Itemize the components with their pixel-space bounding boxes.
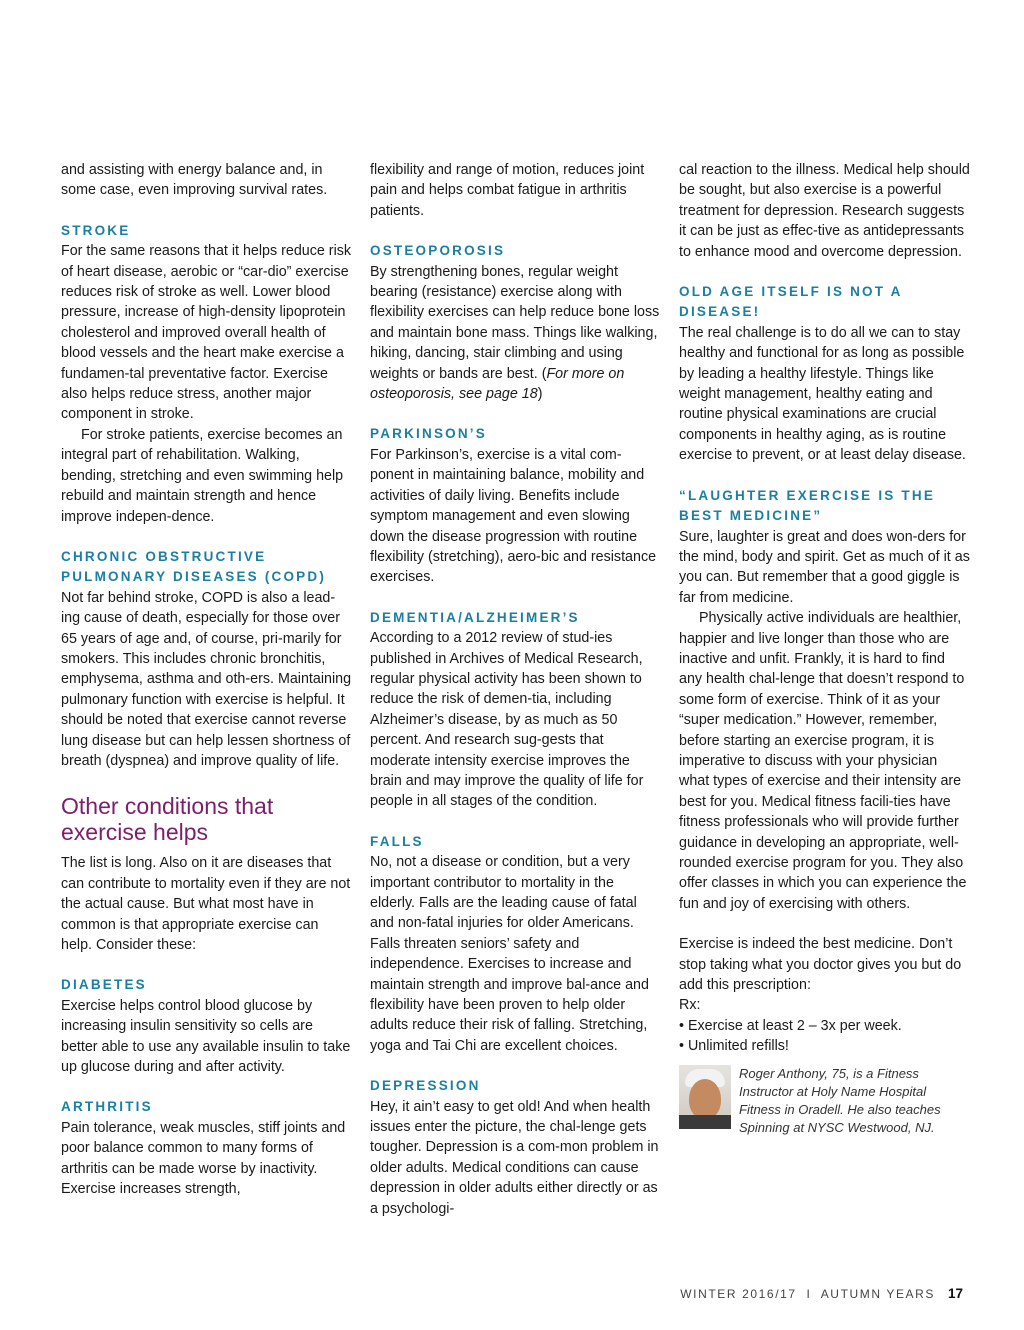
page-number: 17 xyxy=(947,1286,963,1301)
laughter-heading: “LAUGHTER EXERCISE IS THE BEST MEDICINE” xyxy=(679,487,936,524)
footer-separator: I xyxy=(806,1287,812,1301)
laughter-paragraph-2: Physically active individuals are healthier, happier and live longer than those who are inactive and unfit. Frankly, it is hard to find any health chal-lenge that doesn’t respond to some form of exercise. Think of it as your “super medication.” However, remember, before starting an exercise program, it is imperative to discuss with your physician what types of exercise and their intensity are best for you. Medical fitness facili-ties have fitness professionals who will provide further guidance in developing an appropriate, well-rounded exercise program for you. They also offer classes in which you can experience the fun and joy of exercising with others. xyxy=(679,610,967,912)
rx-label: Rx: xyxy=(679,997,701,1014)
col3-intro: cal reaction to the illness. Medical help should be sought, but also exercise is a powerful treatment for depression. Research suggests it can be just as effec-tive as antidepressants to enhance mood and overcome depression. xyxy=(679,162,970,260)
osteoporosis-ref-close: ) xyxy=(537,386,543,403)
page-footer xyxy=(680,1286,963,1301)
falls-heading: FALLS xyxy=(370,833,424,849)
depression-paragraph: Hey, it ain’t easy to get old! And when health issues enter the picture, the chal-lenge gets tougher. Depression is a com-mon problem in older adults. Medical conditions can cause depression in older adults either directly or as a psychologi- xyxy=(370,1098,659,1217)
falls-paragraph: No, not a disease or condition, but a very important contributor to mortality in the elderly. Falls are the leading cause of fatal and non-fatal injuries for older Americans. Falls threaten seniors’ safety and independence. Exercises to increase and maintain strength and improve bal-ance and flexibility have been proven to help older adults reduce their risk of falling. Stretching, yoga and Tai Chi are excellent choices. xyxy=(370,854,649,1054)
author-bio xyxy=(679,1065,971,1137)
col2-intro: flexibility and range of motion, reduces joint pain and helps combat fatigue in arthritis patients. xyxy=(370,162,645,219)
dementia-paragraph: According to a 2012 review of stud-ies published in Archives of Medical Research, regular physical activity has been shown to reduce the risk of demen-tia, including Alzheimer’s disease, by as much as 50 percent. And research sug-gests that moderate intensity exercise improves the brain and may improve the quality of life for people in all stages of the condition. xyxy=(370,630,644,810)
author-bio-text: Roger Anthony, 75, is a Fitness Instructor at Holy Name Hospital Fitness in Oradell. He also teaches Spinning at NYSC Westwood, NJ. xyxy=(739,1065,941,1135)
section-intro: The list is long. Also on it are diseases that can contribute to mortality even if they are not the actual cause. But what most have in common is that appropriate exercise can help. Consider these: xyxy=(61,855,351,953)
col1-intro: and assisting with energy balance and, in some case, even improving survival rates. xyxy=(61,162,328,199)
column-2 xyxy=(370,160,662,1219)
diabetes-heading: DIABETES xyxy=(61,977,147,993)
osteoporosis-page-ref: For more on osteoporosis, see page 18 xyxy=(370,365,625,403)
rx-item: • Exercise at least 2 – 3x per week. xyxy=(679,1017,902,1034)
closing-paragraph: Exercise is indeed the best medicine. Don’t stop taking what you doctor gives you but do add this prescription: xyxy=(679,936,962,994)
dementia-heading: DEMENTIA/ALZHEIMER’S xyxy=(370,609,580,625)
footer-issue: WINTER 2016/17 xyxy=(680,1287,797,1301)
author-photo xyxy=(679,1065,731,1129)
diabetes-paragraph: Exercise helps control blood glucose by increasing insulin sensitivity so cells are better able to use any available insulin to take up glucose during and after activity. xyxy=(61,997,351,1076)
arthritis-heading: ARTHRITIS xyxy=(61,1099,153,1115)
parkinsons-paragraph: For Parkinson’s, exercise is a vital com-ponent in maintaining balance, mobility and activities of daily living. Benefits include symptom management and even slowing down the disease progression with routine flexibility (stretching), aero-bic and resistance exercises. xyxy=(370,446,657,586)
laughter-paragraph-1: Sure, laughter is great and does won-ders for the mind, body and spirit. Get as much of it as you can. But remember that a good giggle is far from medicine. xyxy=(679,528,970,606)
copd-paragraph: Not far behind stroke, COPD is also a lead-ing cause of death, especially for those over 65 years of age and, of course, pri-marily for smokers. This includes chronic bronchitis, emphysema, asthma and oth-ers. Maintaining pulmonary function with exercise is helpful. It should be noted that exercise cannot reverse lung disease but can help lessen shortness of breath (dyspnea) and improve quality of life. xyxy=(61,589,352,769)
old-age-paragraph: The real challenge is to do all we can to stay healthy and functional for as long as possible by leading a healthy lifestyle. Things like weight management, healthy eating and routine physical examinations are crucial components in healthy aging, as is routine exercise to prevent, or at least delay disease. xyxy=(679,324,966,464)
osteoporosis-ref-open: ( xyxy=(541,365,547,382)
column-3 xyxy=(679,160,971,1137)
old-age-heading: OLD AGE ITSELF IS NOT A DISEASE! xyxy=(679,284,903,320)
rx-item: • Unlimited refills! xyxy=(679,1038,789,1055)
stroke-paragraph-2: For stroke patients, exercise becomes an integral part of rehabilitation. Walking, bending, stretching and even swimming help rebuild and maintain strength and hence improve indepen-dence. xyxy=(61,426,344,525)
arthritis-paragraph: Pain tolerance, weak muscles, stiff joints and poor balance common to many forms of arthritis can be made worse by inactivity. Exercise increases strength, xyxy=(61,1119,346,1198)
copd-heading: CHRONIC OBSTRUCTIVE PULMONARY DISEASES (COPD) xyxy=(61,548,327,585)
depression-heading: DEPRESSION xyxy=(370,1078,481,1094)
parkinsons-heading: PARKINSON’S xyxy=(370,426,487,442)
footer-publication: AUTUMN YEARS xyxy=(820,1287,936,1301)
osteoporosis-text: By strengthening bones, regular weight bearing (resistance) exercise along with flexibility exercises can help reduce bone loss and maintain bone mass. Things like walking, hiking, dancing, stair climbing and using weights or bands are best. xyxy=(370,263,660,382)
osteoporosis-heading: OSTEOPOROSIS xyxy=(370,243,506,259)
section-title: Other conditions that exercise helps xyxy=(61,793,274,846)
column-1 xyxy=(61,160,353,1199)
osteoporosis-paragraph xyxy=(370,262,662,405)
stroke-paragraph-1: For the same reasons that it helps reduce risk of heart disease, aerobic or “car-dio” exercise reduces risk of stroke as well. Lower blood pressure, increase of high-density lipoprotein cholesterol and improved overall health of blood vessels and the heart make exercise a fundamen-tal preventative factor. Exercise also helps reduce stress, another major component in stroke. xyxy=(61,243,352,423)
stroke-heading: STROKE xyxy=(61,222,131,238)
